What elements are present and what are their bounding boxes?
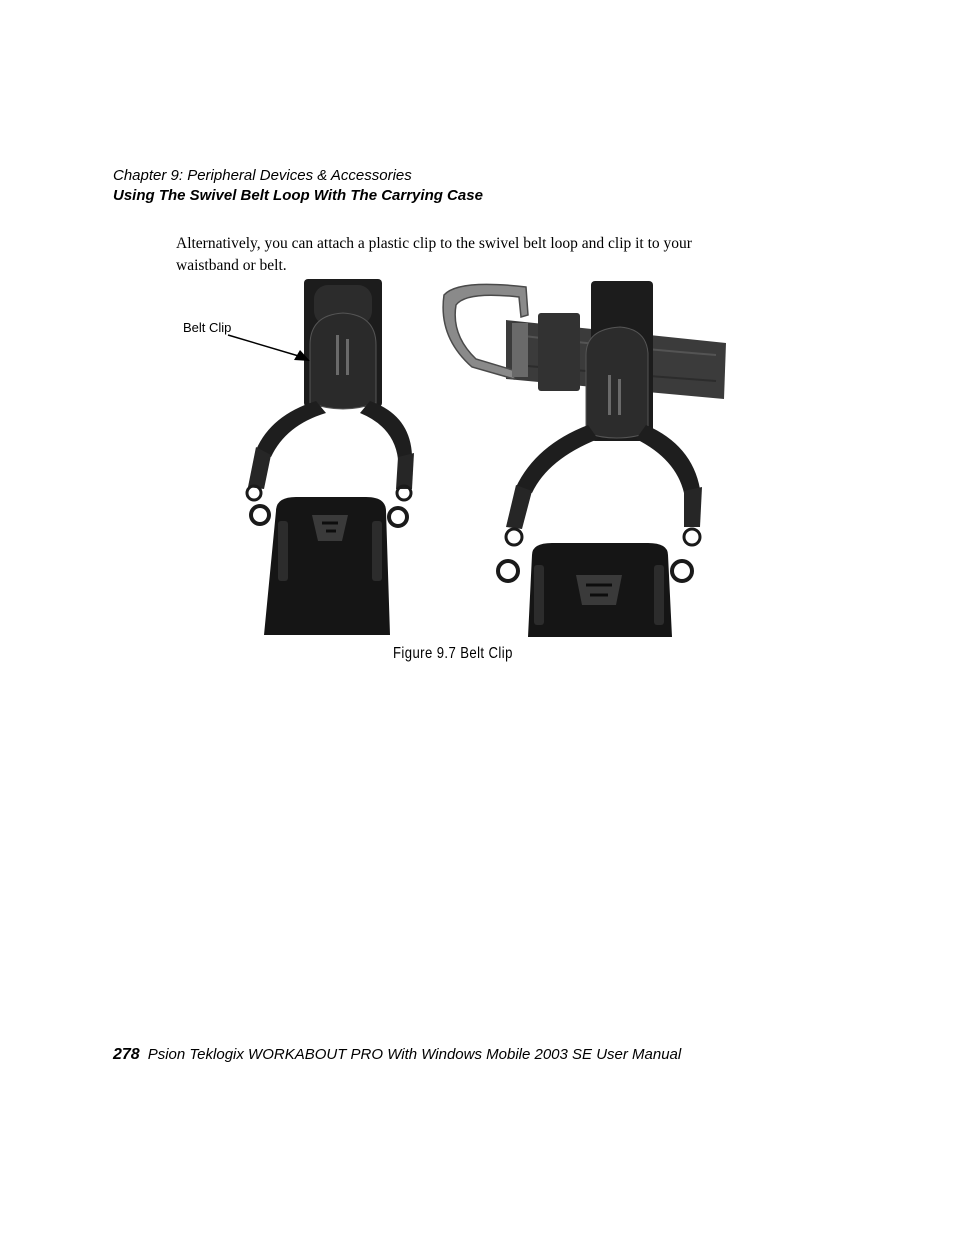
belt-clip bbox=[310, 313, 376, 409]
body-paragraph: Alternatively, you can attach a plastic clip to the swivel belt loop and clip it to your waistband or belt. bbox=[176, 235, 692, 274]
callout-arrow bbox=[228, 335, 310, 361]
belt-clip-callout-label: Belt Clip bbox=[183, 320, 232, 335]
belt-buckle bbox=[443, 284, 528, 379]
page-number: 278 bbox=[113, 1046, 140, 1063]
figure-caption: Figure 9.7 Belt Clip bbox=[393, 645, 513, 662]
section-heading: Using The Swivel Belt Loop With The Carrying Case bbox=[113, 187, 483, 204]
page-footer bbox=[113, 1046, 681, 1064]
chapter-heading: Chapter 9: Peripheral Devices & Accessories bbox=[113, 167, 412, 184]
belt-clip-figure bbox=[176, 275, 736, 645]
left-photo bbox=[247, 279, 414, 635]
belt-clip-attached bbox=[586, 327, 648, 438]
manual-title: Psion Teklogix WORKABOUT PRO With Windows Mobile 2003 SE User Manual bbox=[147, 1046, 682, 1063]
right-photo bbox=[443, 281, 726, 637]
